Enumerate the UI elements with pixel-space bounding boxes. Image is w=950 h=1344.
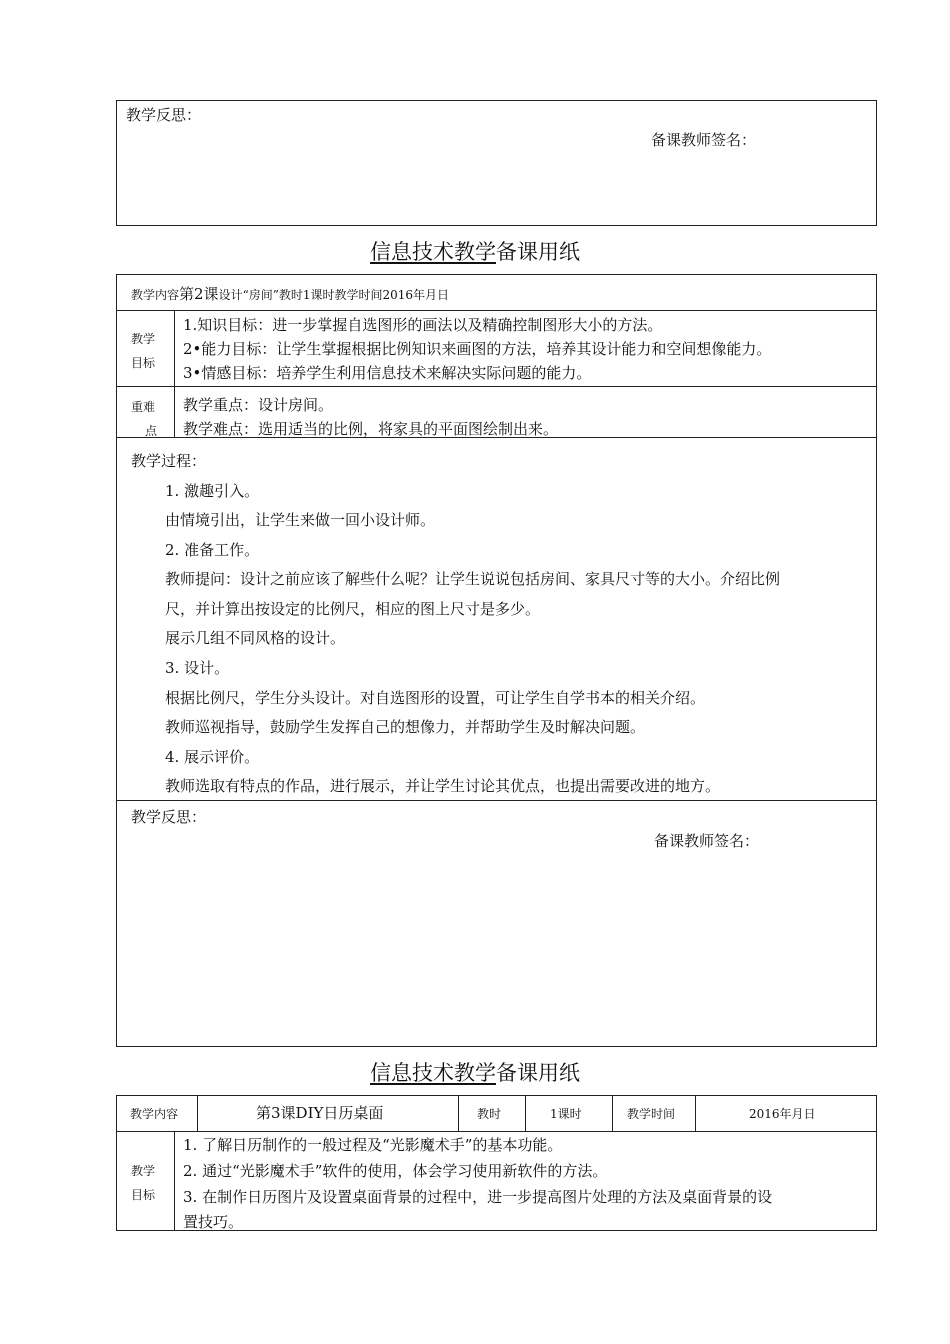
- process-text: 尺，并计算出按设定的比例尺，相应的图上尺寸是多少。: [165, 600, 541, 618]
- lesson-header: 教学内容第2课设计“房间”教时1课时教学时间2016年月日: [131, 285, 450, 303]
- process-label: 教学过程：: [131, 452, 207, 470]
- process-text: 展示几组不同风格的设计。: [165, 629, 346, 647]
- teacher-signature-label: 备课教师签名：: [654, 832, 760, 850]
- column-divider: [197, 1095, 198, 1131]
- row-divider: [116, 386, 877, 387]
- time-value: 2016年月日: [749, 1107, 816, 1121]
- goals-label: 教学: [131, 1164, 156, 1178]
- lesson-title: 第3课DIY日历桌面: [256, 1104, 384, 1122]
- process-step: 1. 激趣引入。: [165, 482, 260, 500]
- goal-item: 1.知识目标：进一步掌握自选图形的画法以及精确控制图形大小的方法。: [183, 316, 663, 334]
- reflection-label: 教学反思：: [126, 106, 202, 124]
- column-divider: [174, 310, 175, 437]
- goal-item: 3•情感目标：培养学生利用信息技术来解决实际问题的能力。: [183, 364, 592, 382]
- goal-item: 2. 通过“光影魔术手”软件的使用，体会学习使用新软件的方法。: [183, 1162, 608, 1180]
- row-divider: [116, 1131, 877, 1132]
- process-step: 3. 设计。: [165, 659, 230, 677]
- column-divider: [695, 1095, 696, 1131]
- goal-item: 3. 在制作日历图片及设置桌面背景的过程中，进一步提高图片处理的方法及桌面背景的设: [183, 1188, 773, 1206]
- process-step: 2. 准备工作。: [165, 541, 260, 559]
- page-title: 信息技术教学备课用纸: [370, 240, 580, 264]
- time-label: 教学时间: [627, 1107, 676, 1121]
- process-text: 教师提问：设计之前应该了解些什么呢？让学生说说包括房间、家具尺寸等的大小。介绍比例: [165, 570, 781, 588]
- key-point-item: 教学重点：设计房间。: [183, 396, 334, 414]
- column-divider: [174, 1131, 175, 1231]
- content-label: 教学内容: [130, 1107, 179, 1121]
- column-divider: [612, 1095, 613, 1131]
- process-text: 由情境引出，让学生来做一回小设计师。: [165, 511, 436, 529]
- reflection-box-top: [116, 100, 877, 226]
- key-points-label: 点: [145, 424, 158, 438]
- page-title: 信息技术教学备课用纸: [370, 1061, 580, 1085]
- lesson-plan-table: [116, 274, 877, 1047]
- goal-item: 置技巧。: [183, 1213, 244, 1231]
- column-divider: [525, 1095, 526, 1131]
- process-text: 教师巡视指导，鼓励学生发挥自己的想像力，并帮助学生及时解决问题。: [165, 718, 646, 736]
- goals-label: 目标: [131, 1188, 156, 1202]
- row-divider: [116, 310, 877, 311]
- period-value: 1课时: [550, 1107, 582, 1121]
- goals-label: 教学: [131, 332, 156, 346]
- process-step: 4. 展示评价。: [165, 748, 260, 766]
- period-label: 教时: [477, 1107, 502, 1121]
- teacher-signature-label: 备课教师签名：: [651, 131, 757, 149]
- goals-label: 目标: [131, 356, 156, 370]
- reflection-label: 教学反思：: [131, 808, 207, 826]
- goal-item: 2•能力目标：让学生掌握根据比例知识来画图的方法，培养其设计能力和空间想像能力。: [183, 340, 772, 358]
- process-text: 教师选取有特点的作品，进行展示，并让学生讨论其优点，也提出需要改进的地方。: [165, 777, 721, 795]
- column-divider: [458, 1095, 459, 1131]
- key-point-item: 教学难点：选用适当的比例，将家具的平面图绘制出来。: [183, 420, 559, 438]
- row-divider: [116, 800, 877, 801]
- process-text: 根据比例尺，学生分头设计。对自选图形的设置，可让学生自学书本的相关介绍。: [165, 689, 706, 707]
- goal-item: 1. 了解日历制作的一般过程及“光影魔术手”的基本功能。: [183, 1136, 563, 1154]
- key-points-label: 重难: [131, 400, 156, 414]
